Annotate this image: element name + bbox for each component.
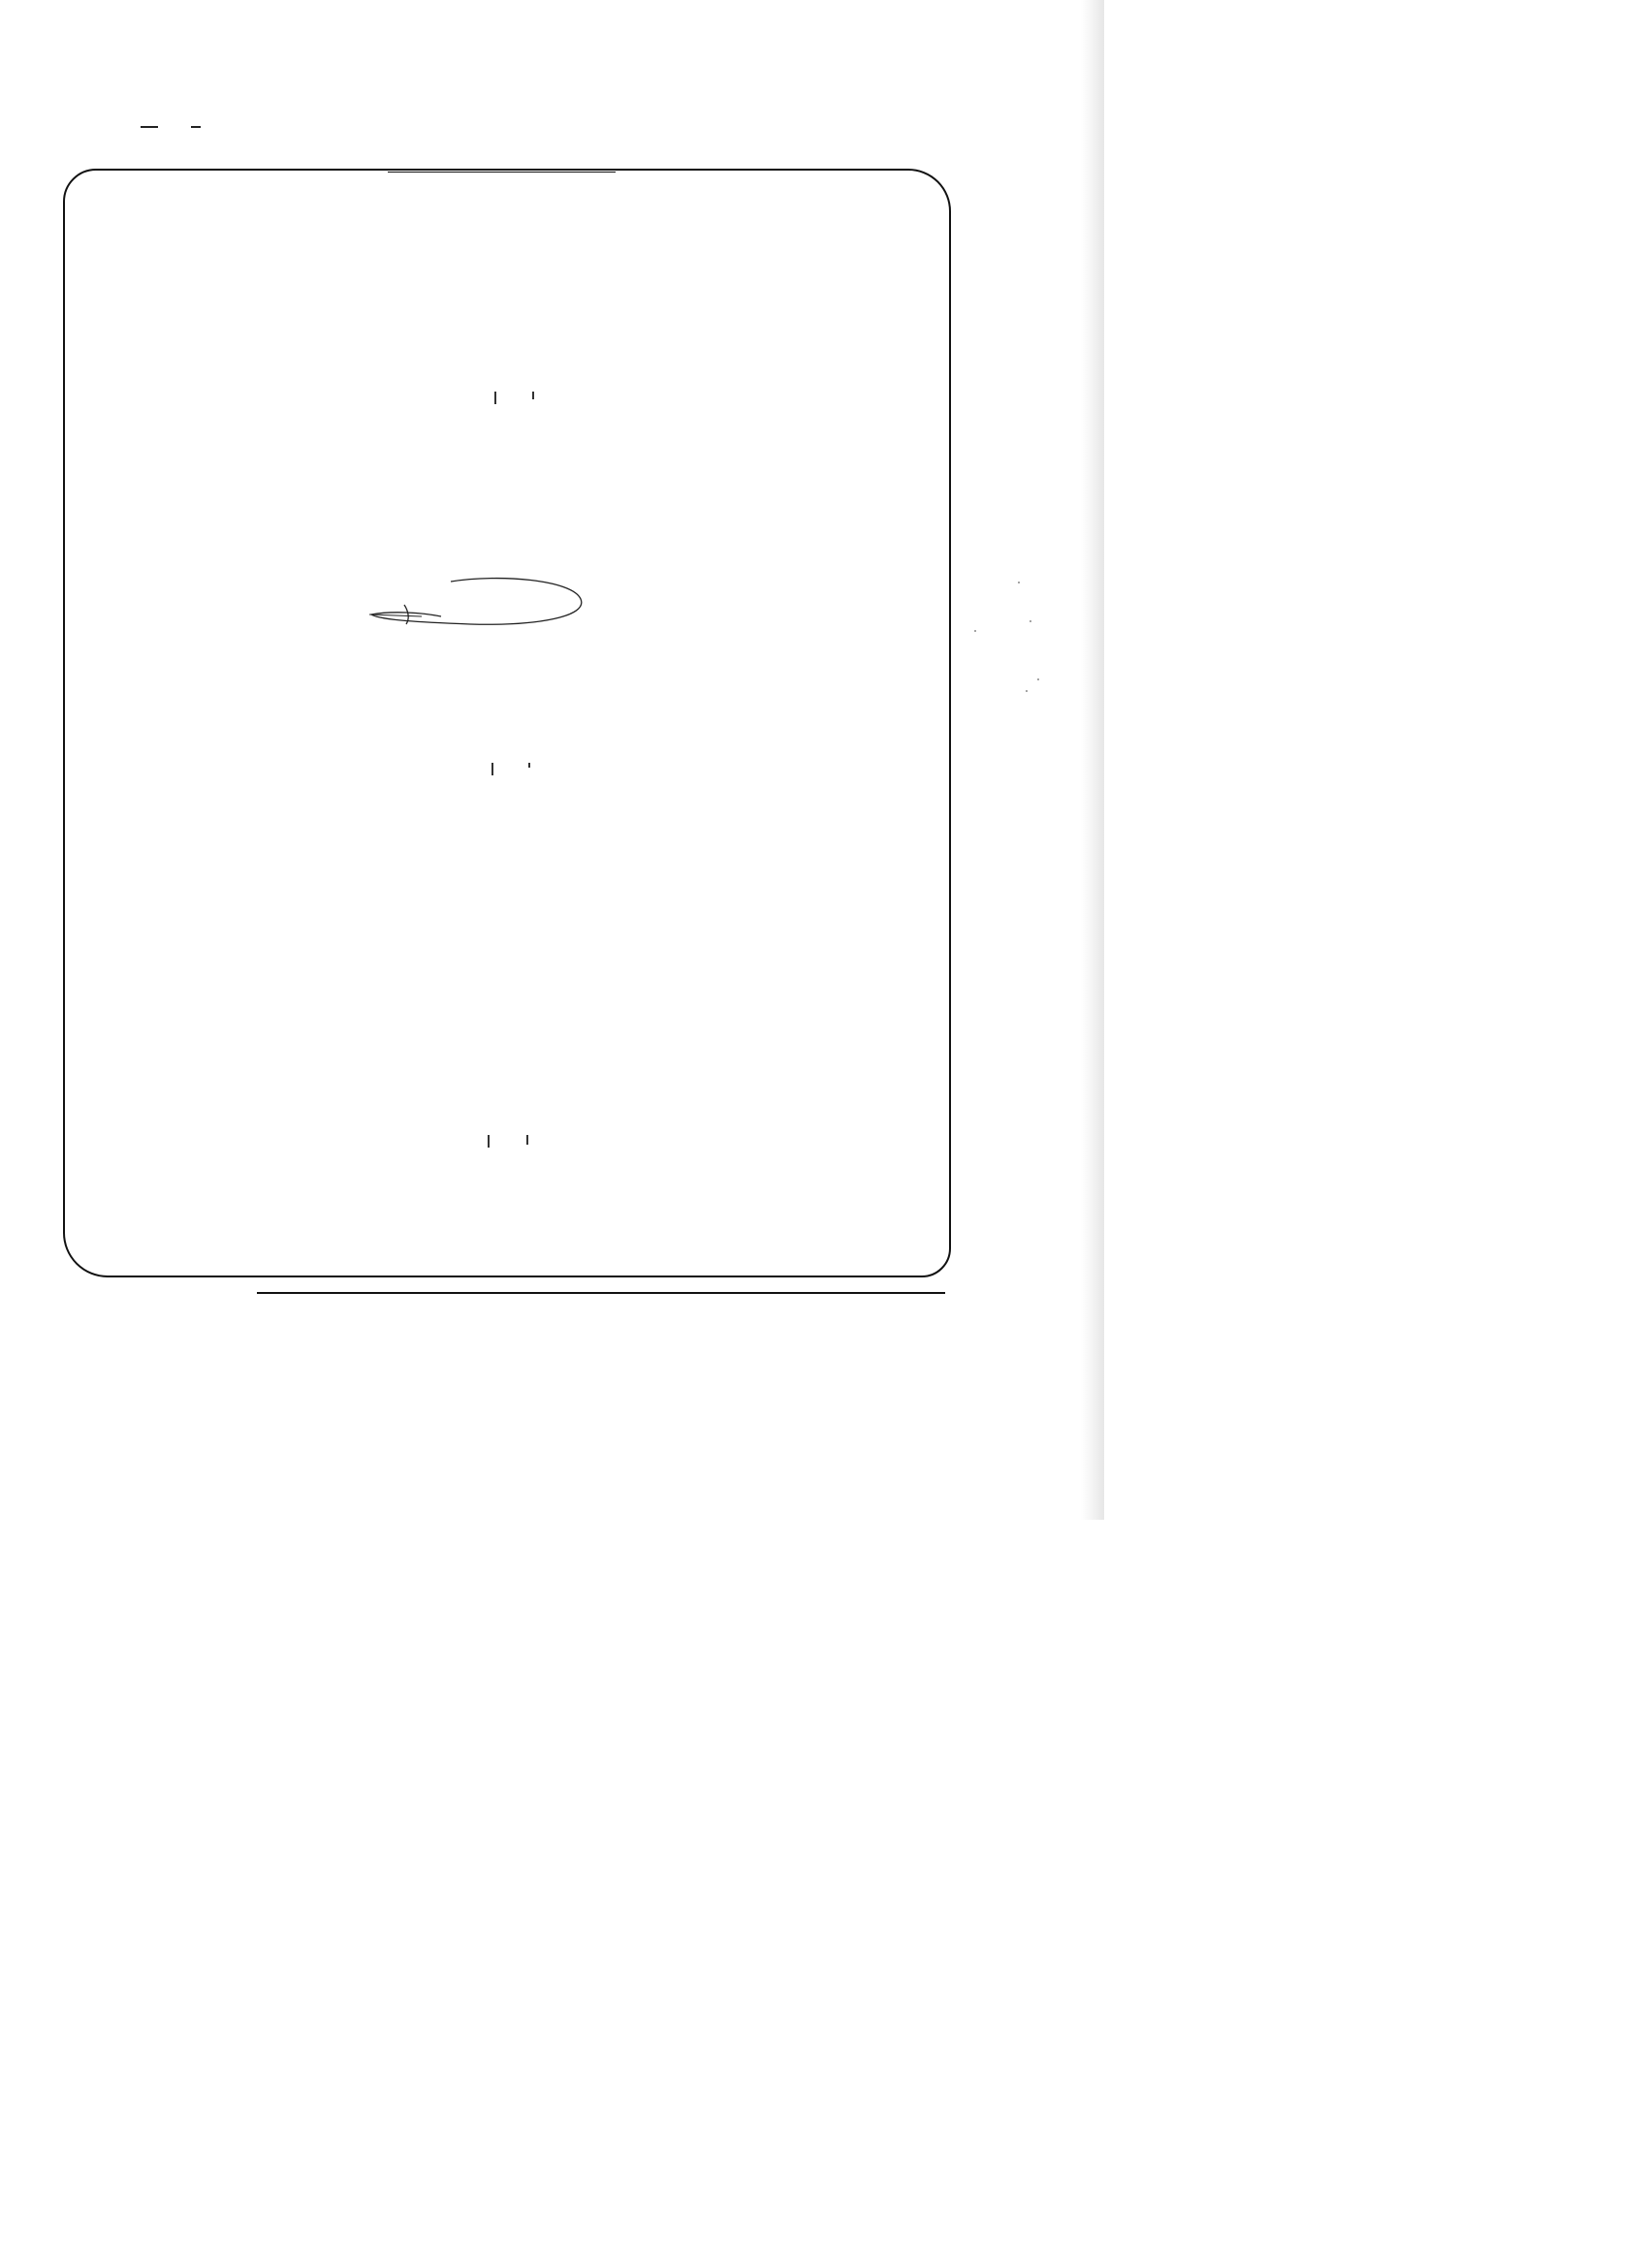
scan-speck bbox=[1026, 690, 1028, 692]
scan-mark bbox=[528, 763, 530, 768]
scan-speck bbox=[1030, 620, 1031, 622]
handwritten-signature bbox=[364, 572, 591, 635]
footer-rule bbox=[257, 1292, 945, 1294]
scan-edge bbox=[1081, 0, 1104, 1520]
scan-mark bbox=[494, 392, 496, 404]
letter-frame bbox=[63, 169, 951, 1277]
scan-mark bbox=[488, 1135, 490, 1148]
fax-header bbox=[0, 45, 1104, 68]
scan-mark bbox=[526, 1135, 528, 1145]
scan-mark bbox=[532, 392, 534, 399]
scan-speck bbox=[974, 630, 976, 632]
scan-mark bbox=[141, 126, 158, 128]
scan-speck bbox=[1037, 678, 1039, 680]
scan-speck bbox=[1018, 582, 1020, 583]
scan-mark bbox=[491, 763, 493, 775]
scan-mark bbox=[191, 126, 201, 128]
